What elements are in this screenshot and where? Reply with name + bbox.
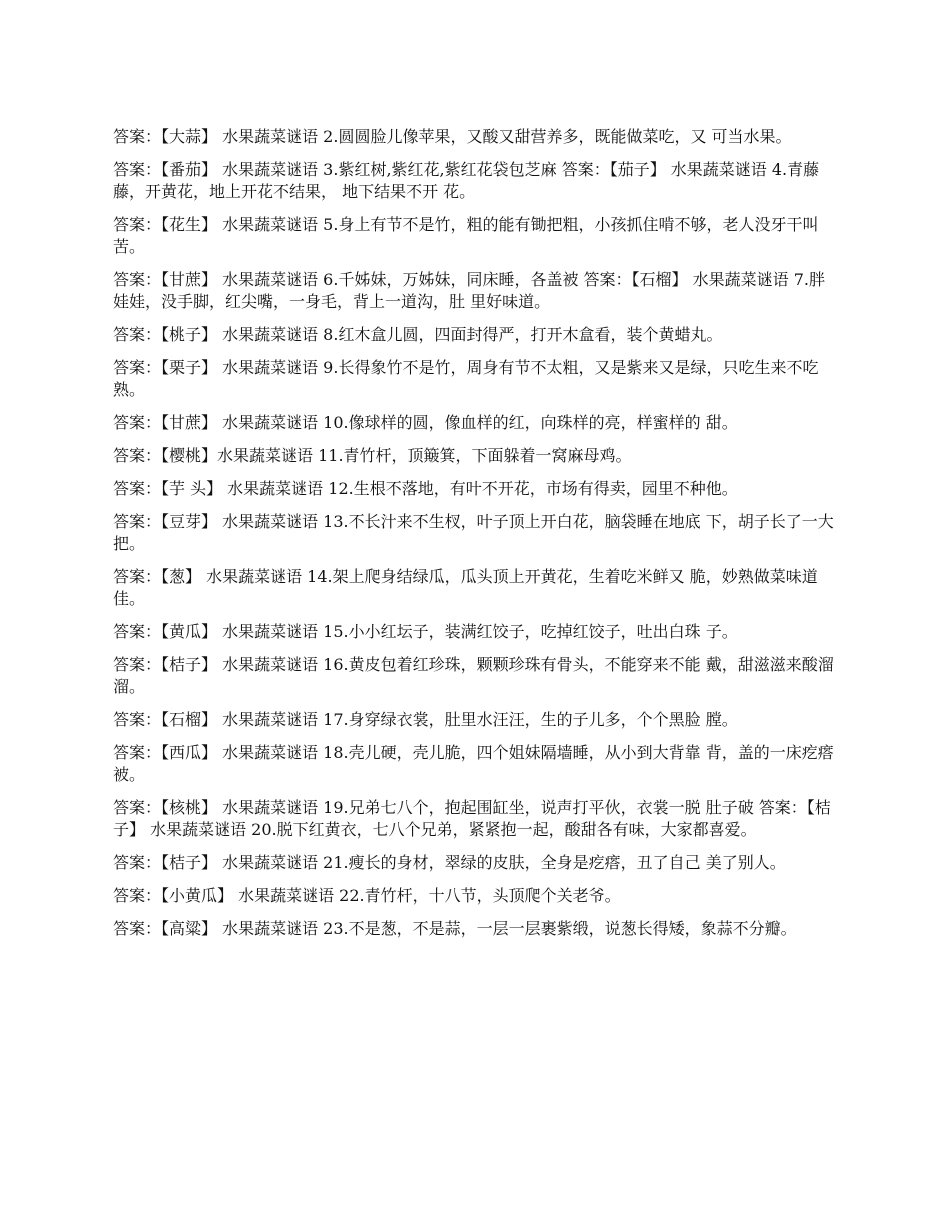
riddle-paragraph: 答案：【豆芽】 水果蔬菜谜语 13.不长汁来不生杈，叶子顶上开白花，脑袋睡在地底 下，胡子长了一大把。 xyxy=(113,512,834,553)
riddle-paragraph: 答案：【番茄】 水果蔬菜谜语 3.紫红树,紫红花,紫红花袋包芝麻 答案：【茄子】 水果蔬菜谜语 4.青藤藤，开黄花，地上开花不结果， 地下结果不开 花。 xyxy=(113,160,820,201)
riddle-paragraph: 答案：【甘蔗】 水果蔬菜谜语 10.像球样的圆，像血样的红，向珠样的亮，样蜜样的 甜。 xyxy=(113,413,738,432)
document-page xyxy=(113,126,838,951)
riddle-paragraph: 答案：【葱】 水果蔬菜谜语 14.架上爬身结绿瓜，瓜头顶上开黄花，生着吃米鲜又 脆，妙熟做菜味道佳。 xyxy=(113,567,818,608)
riddle-paragraph: 答案：【花生】 水果蔬菜谜语 5.身上有节不是竹，粗的能有锄把粗，小孩抓住啃不够，老人没牙干叫苦。 xyxy=(113,215,819,256)
riddle-paragraph: 答案：【桔子】 水果蔬菜谜语 21.瘦长的身材，翠绿的皮肤，全身是疙瘩，丑了自己 美了别人。 xyxy=(113,853,786,872)
riddle-paragraph: 答案：【桃子】 水果蔬菜谜语 8.红木盒儿圆，四面封得严，打开木盒看，装个黄蜡丸。 xyxy=(113,325,723,344)
riddle-paragraph: 答案：【栗子】 水果蔬菜谜语 9.长得象竹不是竹，周身有节不太粗，又是紫来又是绿，只吃生来不吃熟。 xyxy=(113,358,819,399)
riddle-paragraph: 答案：【樱桃】水果蔬菜谜语 11.青竹杆，顶簸箕，下面躲着一窝麻母鸡。 xyxy=(113,446,632,465)
riddle-paragraph: 答案：【石榴】 水果蔬菜谜语 17.身穿绿衣裳，肚里水汪汪，生的子儿多，个个黑脸 膛。 xyxy=(113,710,738,729)
riddle-paragraph: 答案：【核桃】 水果蔬菜谜语 19.兄弟七八个，抱起围缸坐，说声打平伙，衣裳一脱 肚子破 答案：【桔子】 水果蔬菜谜语 20.脱下红黄衣，七八个兄弟，紧紧抱一起，酸甜各有味，大家都喜爱。 xyxy=(113,798,831,839)
riddle-paragraph: 答案：【芋 头】 水果蔬菜谜语 12.生根不落地，有叶不开花，市场有得卖，园里不种他。 xyxy=(113,479,738,498)
riddle-paragraph: 答案：【甘蔗】 水果蔬菜谜语 6.千姊妹，万姊妹，同床睡，各盖被 答案：【石榴】 水果蔬菜谜语 7.胖娃娃，没手脚，红尖嘴，一身毛，背上一道沟，肚 里好味道。 xyxy=(113,270,825,311)
riddle-paragraph: 答案：【西瓜】 水果蔬菜谜语 18.壳儿硬，壳儿脆，四个姐妹隔墙睡，从小到大背靠 背，盖的一床疙瘩被。 xyxy=(113,743,834,784)
riddle-paragraph: 答案：【桔子】 水果蔬菜谜语 16.黄皮包着红珍珠，颗颗珍珠有骨头，不能穿来不能 戴，甜滋滋来酸溜溜。 xyxy=(113,655,834,696)
riddle-paragraph: 答案：【高粱】 水果蔬菜谜语 23.不是葱，不是蒜，一层一层裹紫缎，说葱长得矮，象蒜不分瓣。 xyxy=(113,919,797,938)
riddle-paragraph: 答案：【大蒜】 水果蔬菜谜语 2.圆圆脸儿像苹果，又酸又甜营养多，既能做菜吃，又 可当水果。 xyxy=(113,127,792,146)
riddle-paragraph: 答案：【小黄瓜】 水果蔬菜谜语 22.青竹杆，十八节，头顶爬个关老爷。 xyxy=(113,886,621,905)
riddle-paragraph: 答案：【黄瓜】 水果蔬菜谜语 15.小小红坛子，装满红饺子，吃掉红饺子，吐出白珠 子。 xyxy=(113,622,738,641)
